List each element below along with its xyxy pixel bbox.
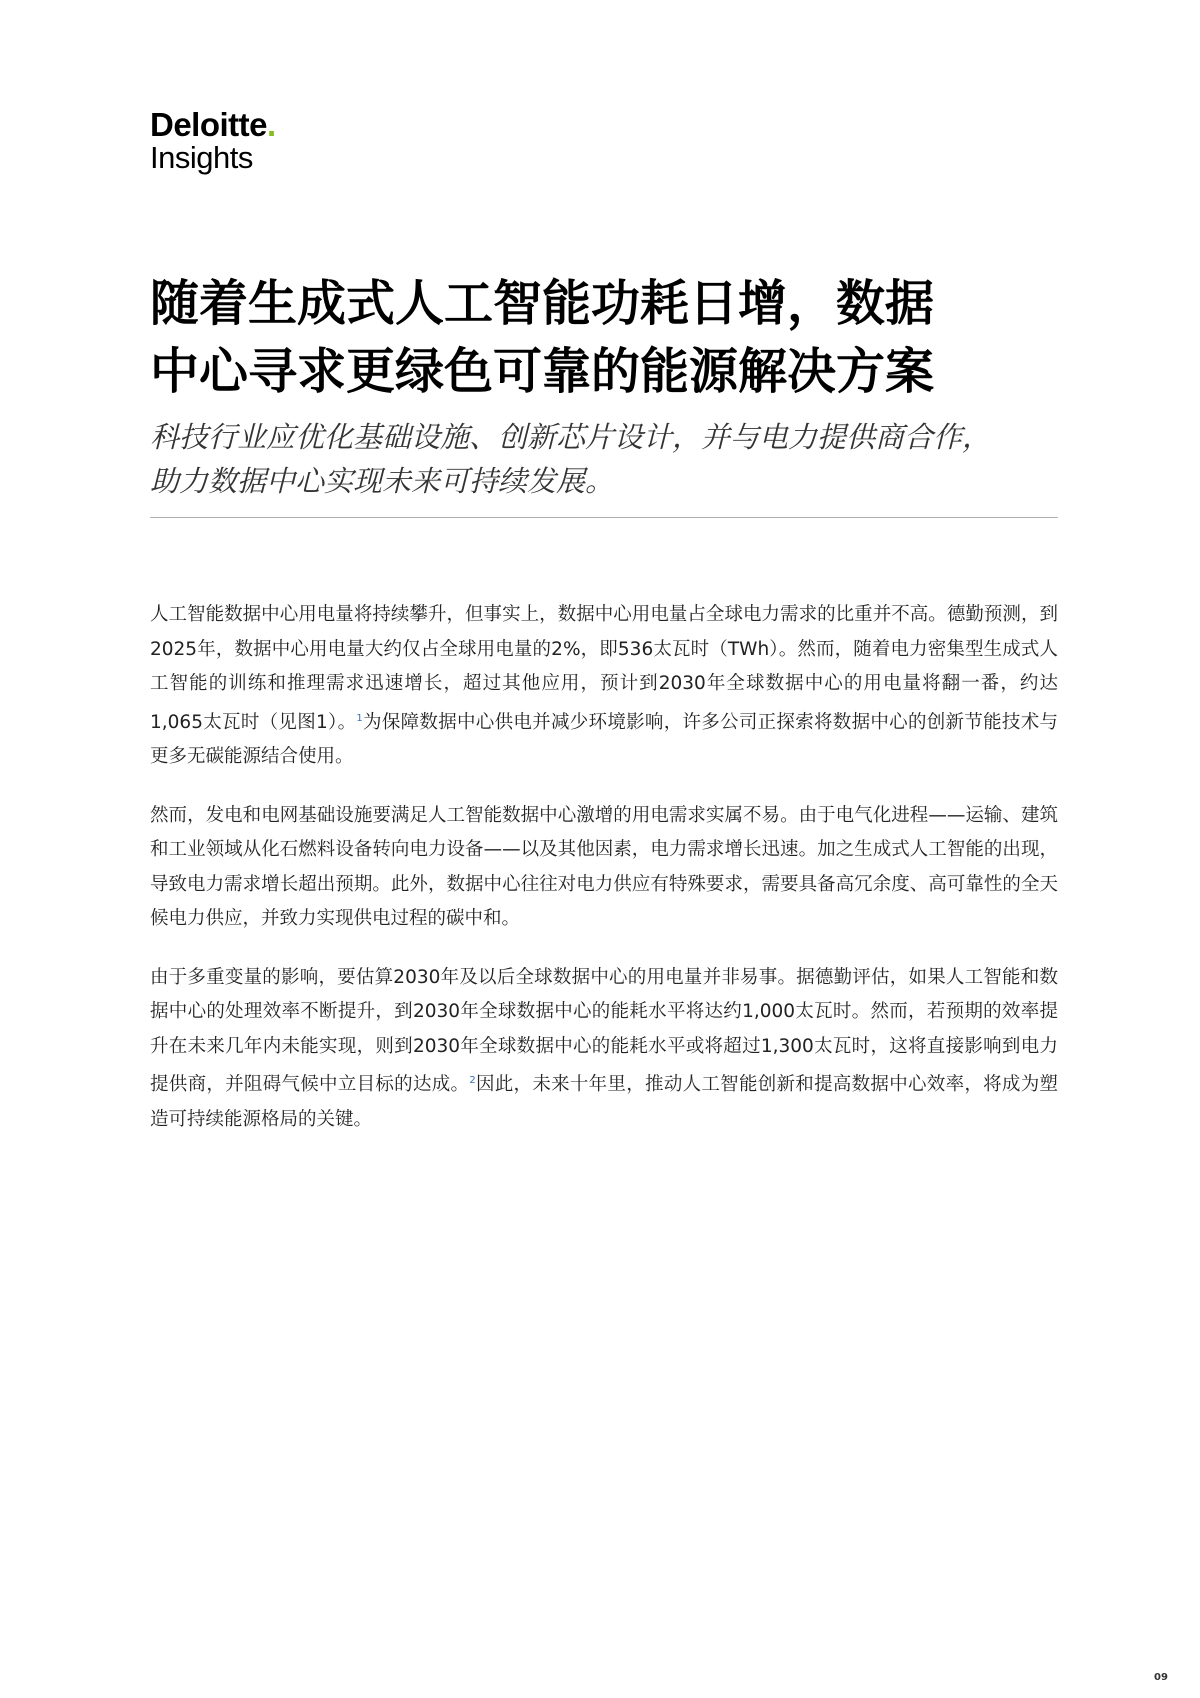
title-line-2: 中心寻求更绿色可靠的能源解决方案 (150, 343, 935, 400)
deloitte-insights-logo (150, 108, 276, 174)
divider (150, 517, 1058, 518)
footnote-ref-1[interactable]: 1 (356, 712, 363, 724)
subtitle-line-2: 助力数据中心实现未来可持续发展。 (150, 464, 615, 498)
logo-brand (150, 108, 276, 142)
paragraph-text: 人工智能数据中心用电量将持续攀升，但事实上，数据中心用电量占全球电力需求的比重并不高。德勤预测，到2025年，数据中心用电量大约仅占全球用电量的2%，即536太瓦时（TWh）。然而，随着电力密集型生成式人工智能的训练和推理需求迅速增长，超过其他应用，预计到2030年全球数据中心的用电量将翻一番，约达1,065太瓦时（见图1）。 (150, 604, 1058, 733)
logo-dot: . (267, 106, 276, 143)
footnote-ref-2[interactable]: 2 (469, 1075, 476, 1086)
logo-sub: Insights (150, 140, 253, 175)
page-subtitle (150, 415, 1070, 503)
article-body (150, 598, 1058, 1161)
paragraph-text: 为保障数据中心供电并减少环境影响，许多公司正探索将数据中心的创新节能技术与更多无碳能源结合使用。 (150, 711, 1058, 767)
paragraph-text: 由于多重变量的影响，要估算2030年及以后全球数据中心的用电量并非易事。据德勤评估，如果人工智能和数据中心的处理效率不断提升，到2030年全球数据中心的能耗水平将达约1,000太瓦时。然而，若预期的效率提升在未来几年内未能实现，则到2030年全球数据中心的能耗水平或将超过1,300太瓦时，这将直接影响到电力提供商，并阻碍气候中立目标的达成。 (150, 966, 1058, 1095)
title-line-1: 随着生成式人工智能功耗日增，数据 (150, 275, 935, 332)
paragraph-text: 因此，未来十年里，推动人工智能创新和提高数据中心效率，将成为塑造可持续能源格局的关键。 (150, 1074, 1058, 1130)
paragraph-text: 然而，发电和电网基础设施要满足人工智能数据中心激增的用电需求实属不易。由于电气化进程——运输、建筑和工业领域从化石燃料设备转向电力设备——以及其他因素，电力需求增长迅速。加之生成式人工智能的出现，导致电力需求增长超出预期。此外，数据中心往往对电力供应有特殊要求，需要具备高冗余度、高可靠性的全天候电力供应，并致力实现供电过程的碳中和。 (150, 804, 1058, 929)
paragraph-1 (150, 598, 1058, 775)
subtitle-line-1: 科技行业应优化基础设施、创新芯片设计，并与电力提供商合作， (150, 420, 992, 454)
page-number: 09 (1154, 1672, 1168, 1683)
logo-brand-text: Deloitte (150, 106, 268, 143)
paragraph-3 (150, 961, 1058, 1138)
page-title (150, 270, 1050, 406)
paragraph-2 (150, 799, 1058, 937)
